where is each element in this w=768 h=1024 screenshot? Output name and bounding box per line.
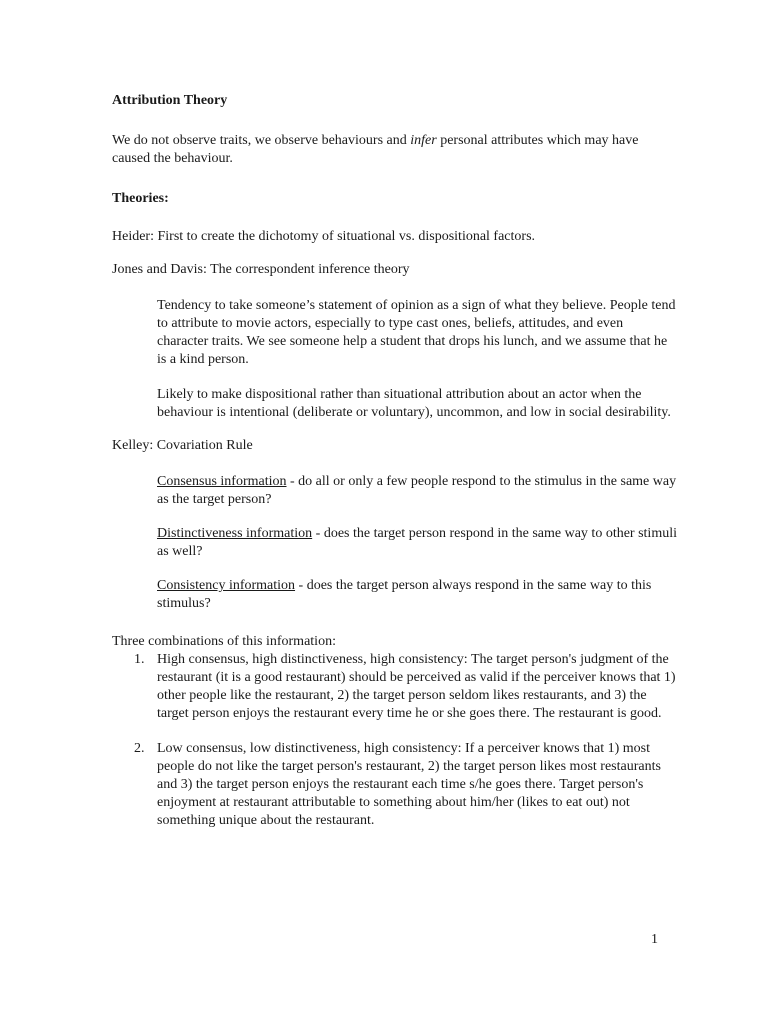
jones-davis-paragraph-1: Tendency to take someone’s statement of opinion as a sign of what they believe. People tend to attribute to movie actors, especially to type cast ones, beliefs, attitudes, and even character traits. We see someone help a student that drops his lunch, and we assume that he is a kind person. — [157, 298, 676, 367]
theories-heading: Theories: — [112, 191, 169, 206]
kelley-heading: Kelley: Covariation Rule — [112, 438, 253, 453]
combination-text: Low consensus, low distinctiveness, high consistency: If a perceiver knows that 1) most people do not like the target person's restaurant, 2) the target person likes most restaurants and 3) the target person enjoys the restaurant each time s/he goes there. Target person's enjoyment at restaurant attributable to something about him/her (likes to eat out) not something unique about the restaurant. — [157, 741, 661, 828]
combination-number: 1. — [134, 652, 145, 667]
intro-text-after: personal attributes which may have caused the behaviour. — [112, 133, 639, 166]
kelley-item-consistency — [157, 577, 677, 613]
kelley-term-distinctiveness: Distinctiveness information — [157, 526, 313, 541]
intro-paragraph — [112, 132, 672, 168]
kelley-text-distinctiveness: - does the target person respond in the same way to other stimuli as well? — [157, 526, 677, 559]
kelley-item-consensus — [157, 473, 677, 509]
combinations-heading: Three combinations of this information: — [112, 634, 336, 649]
kelley-term-consistency: Consistency information — [157, 578, 296, 593]
document-page — [112, 92, 677, 830]
intro-emphasis: infer — [410, 133, 437, 148]
page-number: 1 — [651, 932, 658, 947]
kelley-text-consensus: - do all or only a few people respond to the stimulus in the same way as the target person? — [157, 474, 677, 507]
intro-text-before: We do not observe traits, we observe behaviours and — [112, 133, 411, 148]
combination-text: High consensus, high distinctiveness, high consistency: The target person's judgment of the restaurant (it is a good restaurant) should be perceived as valid if the perceiver knows that 1) other people like the restaurant, 2) the target person seldom likes restaurants, and 3) the target person enjoys the restaurant every time he or she goes there. The restaurant is good. — [157, 652, 676, 721]
jones-davis-paragraph-2: Likely to make dispositional rather than situational attribution about an actor when the behaviour is intentional (deliberate or voluntary), uncommon, and low in social desirability. — [157, 387, 671, 420]
heider-paragraph: Heider: First to create the dichotomy of situational vs. dispositional factors. — [112, 229, 536, 244]
jones-davis-heading: Jones and Davis: The correspondent inference theory — [112, 262, 410, 277]
document-title: Attribution Theory — [112, 93, 228, 108]
kelley-term-consensus: Consensus information — [157, 474, 287, 489]
combinations-list — [112, 651, 676, 830]
combination-item-2 — [112, 740, 677, 830]
kelley-item-distinctiveness — [157, 525, 677, 561]
kelley-text-consistency: - does the target person always respond in the same way to this stimulus? — [157, 578, 652, 611]
combination-item-1 — [112, 651, 677, 723]
combination-number: 2. — [134, 741, 145, 756]
